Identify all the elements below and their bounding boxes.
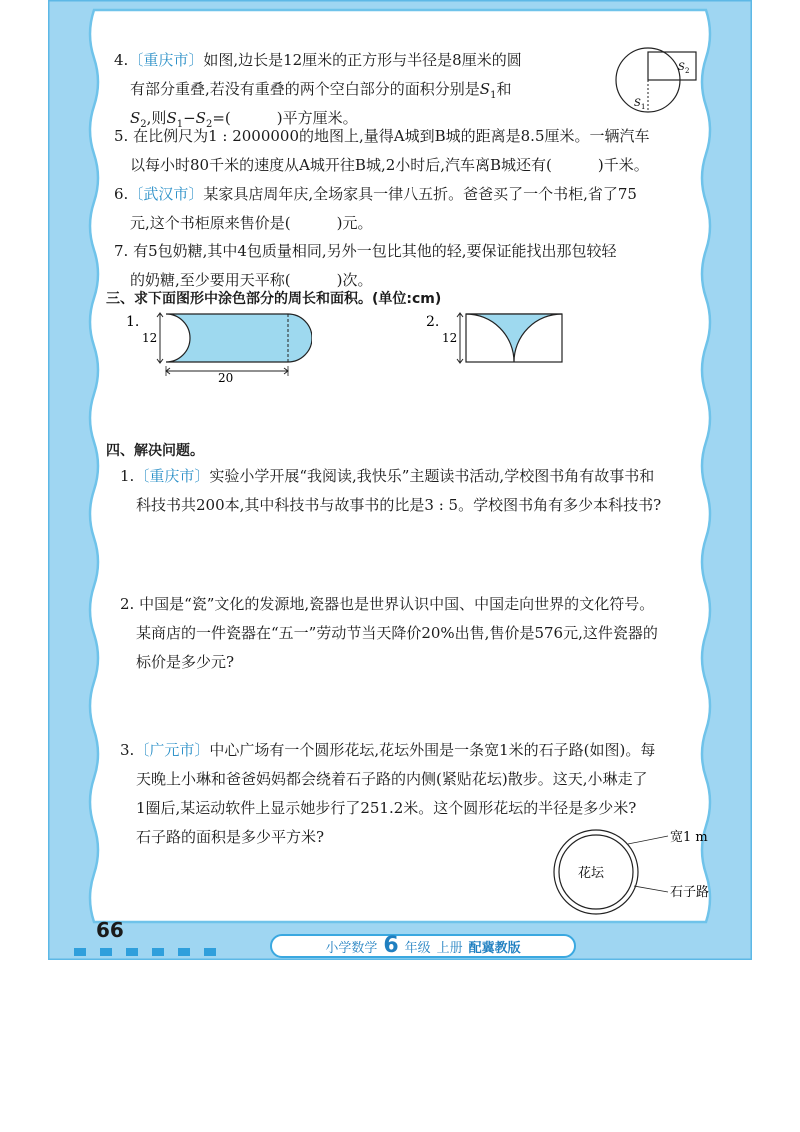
question-4-line-3: $S_2$,则$S_1-S_2=$( )平方厘米。 — [130, 109, 358, 130]
question-6-line-2: 元,这个书柜原来售价是( )元。 — [130, 214, 373, 232]
s2-subscript: 2 — [685, 67, 690, 75]
s2-label: S — [678, 62, 685, 73]
figure-1-label: 1. — [126, 314, 140, 330]
figure-1-width-label: 20 — [218, 371, 234, 382]
region-tag: 〔广元市〕 — [134, 741, 210, 759]
problem-1-line-1: 1.〔重庆市〕实验小学开展“我阅读,我快乐”主题读书活动,学校图书角有故事书和 — [120, 467, 655, 485]
section-3-title: 三、求下面图形中涂色部分的周长和面积。(单位:cm) — [106, 291, 442, 307]
problem-3-line-4: 石子路的面积是多少平方米? — [136, 828, 325, 846]
region-tag: 〔重庆市〕 — [128, 51, 204, 69]
problem-2-line-1: 2. 中国是“瓷”文化的发源地,瓷器也是世界认识中国、中国走向世界的文化符号。 — [120, 595, 655, 613]
problem-2-line-2: 某商店的一件瓷器在“五一”劳动节当天降价20%出售,售价是576元,这件瓷器的 — [136, 624, 658, 642]
section-4-title: 四、解决问题。 — [106, 443, 204, 459]
question-5-line-2: 以每小时80千米的速度从A城开往B城,2小时后,汽车离B城还有( )千米。 — [130, 156, 649, 174]
flower-bed-figure — [538, 824, 728, 920]
problem-2-line-3: 标价是多少元? — [136, 653, 235, 671]
s1-label: S — [634, 98, 641, 109]
banner-grade: 年级 — [404, 940, 431, 956]
question-7-line-2: 的奶糖,至少要用天平称( )次。 — [130, 271, 373, 289]
stone-path-label: 石子路 — [670, 885, 710, 900]
question-5-line-1: 5. 在比例尺为1 : 2000000的地图上,量得A城到B城的距离是8.5厘米。一辆汽车 — [114, 127, 650, 145]
problem-1-line-2: 科技书共200本,其中科技书与故事书的比是3 : 5。学校图书角有多少本科技书? — [136, 496, 662, 514]
question-4-line-2: 有部分重叠,若没有重叠的两个空白部分的面积分别是$S_1$和 — [130, 80, 512, 101]
banner-grade-number: 6 — [383, 933, 399, 958]
region-tag: 〔武汉市〕 — [128, 185, 204, 203]
s1-subscript: 1 — [641, 103, 646, 111]
banner-subject: 小学数学 — [325, 940, 378, 956]
worksheet-content — [48, 0, 752, 960]
problem-3-line-1: 3.〔广元市〕中心广场有一个圆形花坛,花坛外围是一条宽1米的石子路(如图)。每 — [120, 741, 656, 759]
page-number: 66 — [96, 918, 124, 942]
figure-2-height-label: 12 — [442, 331, 458, 345]
shaded-figure-2 — [422, 310, 572, 372]
question-7-line-1: 7. 有5包奶糖,其中4包质量相同,另外一包比其他的轻,要保证能找出那包较轻 — [114, 242, 617, 260]
question-4-line-1: 4.〔重庆市〕如图,边长是12厘米的正方形与半径是8厘米的圆 — [114, 51, 522, 69]
flower-bed-label: 花坛 — [578, 866, 605, 881]
banner-volume: 上册 — [436, 940, 463, 956]
figure-1-height-label: 12 — [142, 331, 158, 345]
banner-edition: 配冀教版 — [468, 940, 521, 956]
region-tag: 〔重庆市〕 — [134, 467, 210, 485]
circle-square-overlap-figure — [612, 40, 712, 122]
problem-3-line-2: 天晚上小琳和爸爸妈妈都会绕着石子路的内侧(紧贴花坛)散步。这天,小琳走了 — [136, 770, 648, 788]
question-6-line-1: 6.〔武汉市〕某家具店周年庆,全场家具一律八五折。爸爸买了一个书柜,省了75 — [114, 185, 637, 203]
figure-2-label: 2. — [426, 314, 440, 330]
book-banner — [270, 934, 576, 958]
shaded-figure-1 — [122, 310, 312, 382]
path-width-label: 宽1 m — [670, 830, 708, 845]
problem-3-line-3: 1圈后,某运动软件上显示她步行了251.2米。这个圆形花坛的半径是多少米? — [136, 799, 637, 817]
